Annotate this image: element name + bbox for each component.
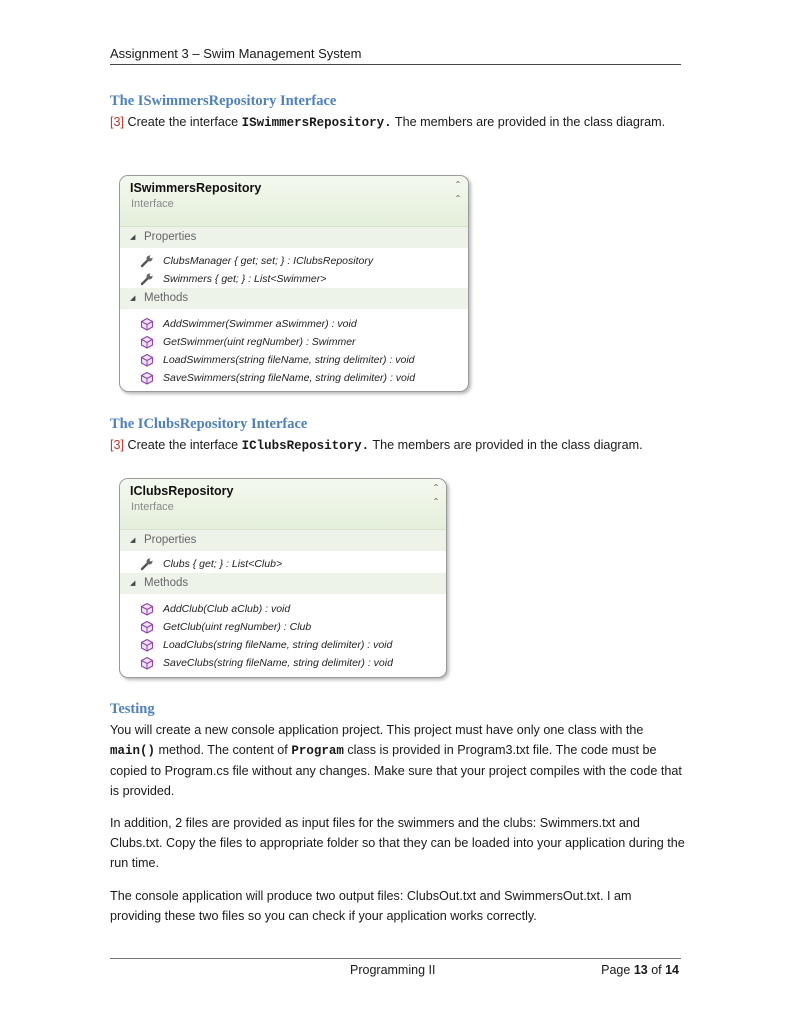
diagram-stereotype: Interface — [131, 501, 174, 513]
text-fragment: of — [647, 963, 666, 977]
total-pages: 14 — [665, 963, 679, 977]
triangle-collapse-icon: ◢ — [130, 295, 136, 302]
testing-paragraph-2: In addition, 2 files are provided as input files for the swimmers and the clubs: Swimmers.txt and Clubs.txt. Copy the files to appropriate folder so that they can be loaded into your application during the run time. — [110, 816, 685, 870]
compartment-label: Methods — [144, 292, 189, 304]
text-fragment: The members are provided in the class diagram. — [391, 115, 666, 129]
member-row — [120, 600, 446, 618]
interface-name-code: IClubsRepository. — [241, 439, 370, 453]
member-text: AddSwimmer(Swimmer aSwimmer) : void — [163, 318, 357, 330]
member-text: AddClub(Club aClub) : void — [163, 603, 291, 615]
member-row — [120, 369, 468, 387]
compartment-label: Properties — [144, 534, 197, 546]
diagram-header — [120, 176, 468, 227]
member-row — [120, 555, 446, 573]
member-row — [120, 252, 468, 270]
text-fragment: Page — [601, 963, 634, 977]
marks-label: [3] — [110, 438, 125, 452]
text-fragment: Create the interface — [127, 438, 242, 452]
cube-icon — [140, 335, 154, 349]
diagram-title: ISwimmersRepository — [130, 181, 262, 195]
wrench-icon — [140, 254, 154, 268]
page-footer — [110, 958, 681, 977]
class-diagram-iswimmers — [119, 175, 469, 392]
triangle-collapse-icon: ◢ — [130, 234, 136, 241]
member-row — [120, 654, 446, 672]
triangle-collapse-icon: ◢ — [130, 537, 136, 544]
footer-course: Programming II — [350, 963, 436, 977]
wrench-icon — [140, 272, 154, 286]
cube-icon — [140, 620, 154, 634]
footer-page-number — [601, 963, 679, 977]
section-text-iswimmers — [110, 112, 685, 133]
compartment-label: Properties — [144, 231, 197, 243]
text-fragment: You will create a new console application project. This project must have only one class with the — [110, 723, 644, 737]
text-fragment: method. The content of — [155, 743, 292, 757]
member-row — [120, 618, 446, 636]
section-heading-testing: Testing — [110, 701, 155, 717]
cube-icon — [140, 602, 154, 616]
member-text: GetSwimmer(uint regNumber) : Swimmer — [163, 336, 356, 348]
diagram-header — [120, 479, 446, 530]
member-row — [120, 315, 468, 333]
testing-paragraph-1 — [110, 720, 685, 801]
testing-paragraph-3: The console application will produce two output files: ClubsOut.txt and SwimmersOut.txt. I am providing these two files so you can check if your application works correctly. — [110, 889, 632, 923]
class-diagram-iclubs — [119, 478, 447, 678]
double-chevron-up-icon[interactable]: ˆ ˆ — [434, 482, 438, 510]
page-header — [110, 46, 681, 65]
triangle-collapse-icon: ◢ — [130, 580, 136, 587]
diagram-stereotype: Interface — [131, 198, 174, 210]
inline-code: Program — [291, 744, 344, 758]
cube-icon — [140, 371, 154, 385]
wrench-icon — [140, 557, 154, 571]
marks-label: [3] — [110, 115, 125, 129]
properties-compartment-header[interactable] — [120, 530, 446, 551]
double-chevron-up-icon[interactable]: ˆ ˆ — [456, 179, 460, 207]
member-text: LoadSwimmers(string fileName, string delimiter) : void — [163, 354, 415, 366]
cube-icon — [140, 638, 154, 652]
member-row — [120, 636, 446, 654]
text-fragment: class is provided in Program3.txt file. The code must be copied to Program.cs file without any changes. Make sure that your project compiles with the code that is provided. — [110, 743, 682, 798]
text-fragment: Create the interface — [127, 115, 242, 129]
section-heading-iswimmers: The ISwimmersRepository Interface — [110, 93, 337, 109]
header-title: Assignment 3 – Swim Management System — [110, 46, 362, 61]
member-text: LoadClubs(string fileName, string delimiter) : void — [163, 639, 393, 651]
section-heading-iclubs: The IClubsRepository Interface — [110, 416, 308, 432]
member-row — [120, 270, 468, 288]
inline-code: main() — [110, 744, 156, 758]
member-text: GetClub(uint regNumber) : Club — [163, 621, 312, 633]
cube-icon — [140, 353, 154, 367]
text-fragment: The members are provided in the class diagram. — [369, 438, 643, 452]
member-text: SaveClubs(string fileName, string delimiter) : void — [163, 657, 393, 669]
cube-icon — [140, 317, 154, 331]
interface-name-code: ISwimmersRepository. — [241, 116, 392, 130]
cube-icon — [140, 656, 154, 670]
diagram-title: IClubsRepository — [130, 484, 234, 498]
member-text: ClubsManager { get; set; } : IClubsRepository — [163, 255, 374, 267]
current-page: 13 — [633, 963, 648, 977]
member-row — [120, 351, 468, 369]
member-text: Swimmers { get; } : List<Swimmer> — [163, 273, 327, 285]
member-row — [120, 333, 468, 351]
properties-compartment-header[interactable] — [120, 227, 468, 248]
section-text-iclubs — [110, 435, 685, 456]
member-text: SaveSwimmers(string fileName, string delimiter) : void — [163, 372, 416, 384]
methods-compartment-header[interactable] — [120, 573, 446, 594]
compartment-label: Methods — [144, 577, 189, 589]
member-text: Clubs { get; } : List<Club> — [163, 558, 283, 570]
methods-compartment-header[interactable] — [120, 288, 468, 309]
